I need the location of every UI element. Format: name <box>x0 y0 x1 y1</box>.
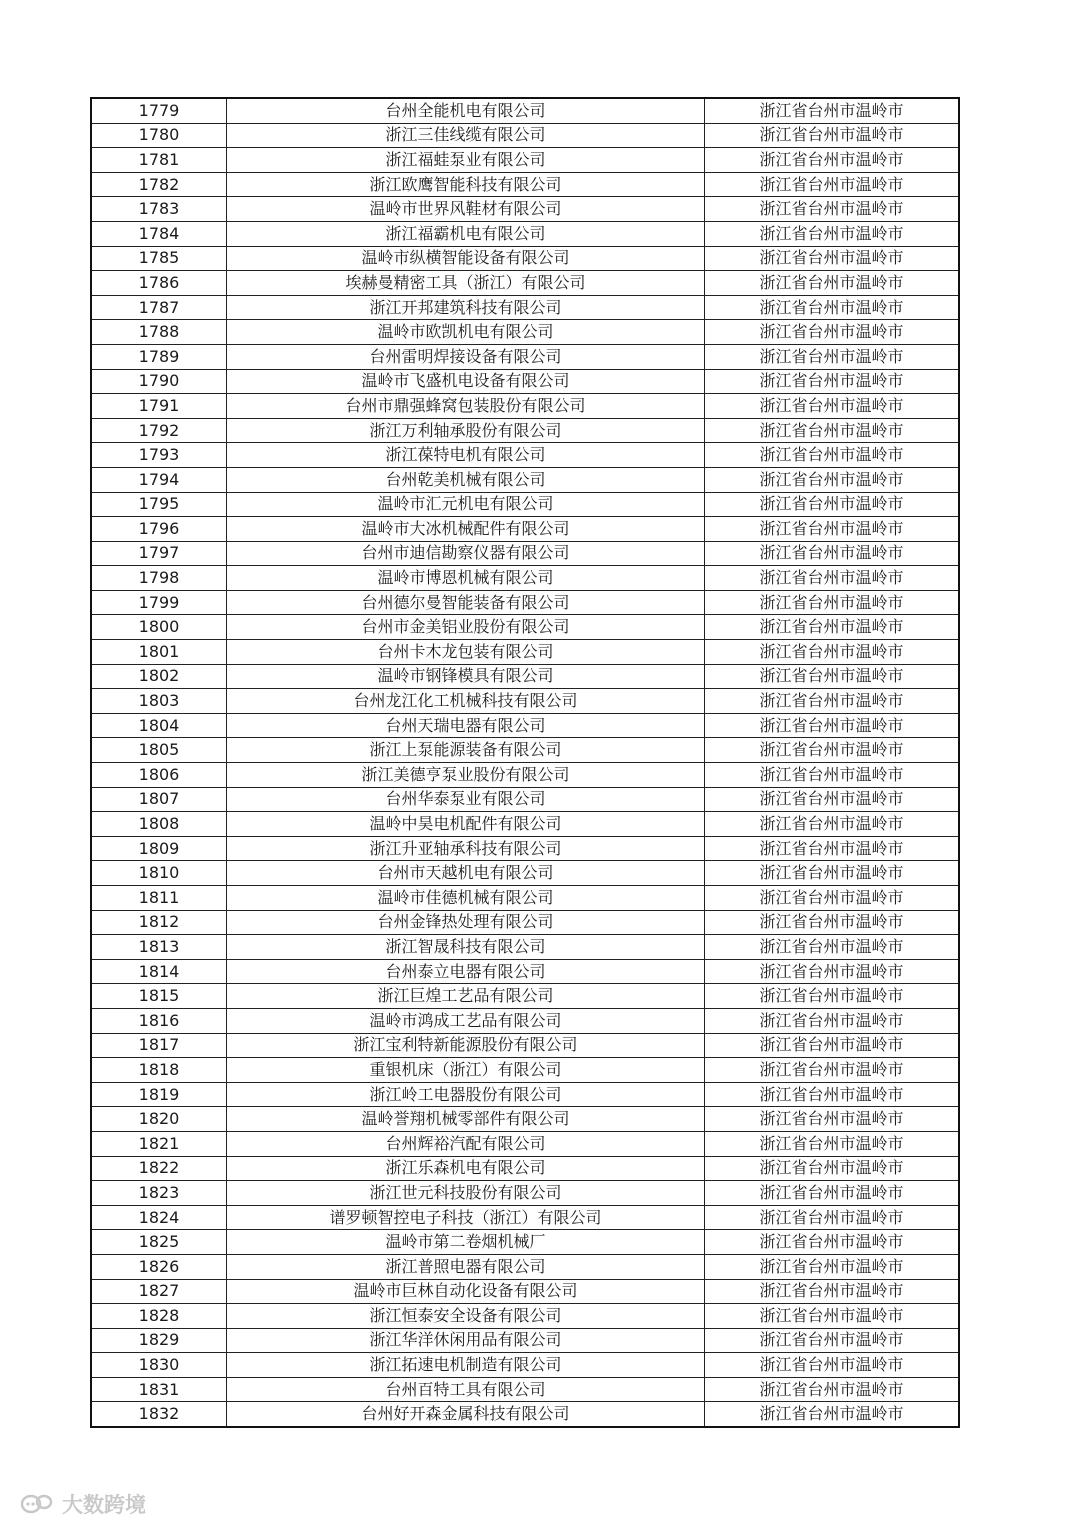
row-number-cell: 1782 <box>91 172 227 197</box>
row-number-cell: 1824 <box>91 1205 227 1230</box>
table-row <box>91 566 959 591</box>
company-name-cell: 浙江升亚轴承科技有限公司 <box>227 836 705 861</box>
table-row <box>91 221 959 246</box>
row-number-cell: 1808 <box>91 812 227 837</box>
region-cell: 浙江省台州市温岭市 <box>705 1181 960 1206</box>
company-name-cell: 浙江万利轴承股份有限公司 <box>227 418 705 443</box>
company-name-cell: 台州市天越机电有限公司 <box>227 861 705 886</box>
row-number-cell: 1809 <box>91 836 227 861</box>
region-cell: 浙江省台州市温岭市 <box>705 172 960 197</box>
company-name-cell: 浙江拓速电机制造有限公司 <box>227 1353 705 1378</box>
company-name-cell: 台州市迪信勘察仪器有限公司 <box>227 541 705 566</box>
region-cell: 浙江省台州市温岭市 <box>705 590 960 615</box>
company-name-cell: 台州泰立电器有限公司 <box>227 959 705 984</box>
row-number-cell: 1781 <box>91 148 227 173</box>
region-cell: 浙江省台州市温岭市 <box>705 541 960 566</box>
table-row <box>91 517 959 542</box>
table-row <box>91 689 959 714</box>
table-row <box>91 394 959 419</box>
region-cell: 浙江省台州市温岭市 <box>705 492 960 517</box>
region-cell: 浙江省台州市温岭市 <box>705 1156 960 1181</box>
table-row <box>91 763 959 788</box>
row-number-cell: 1794 <box>91 467 227 492</box>
company-name-cell: 温岭市欧凯机电有限公司 <box>227 320 705 345</box>
table-row <box>91 812 959 837</box>
row-number-cell: 1789 <box>91 344 227 369</box>
row-number-cell: 1795 <box>91 492 227 517</box>
table-row <box>91 959 959 984</box>
table-row <box>91 418 959 443</box>
table-row <box>91 640 959 665</box>
table-row <box>91 1279 959 1304</box>
region-cell: 浙江省台州市温岭市 <box>705 123 960 148</box>
region-cell: 浙江省台州市温岭市 <box>705 1033 960 1058</box>
region-cell: 浙江省台州市温岭市 <box>705 467 960 492</box>
region-cell: 浙江省台州市温岭市 <box>705 197 960 222</box>
region-cell: 浙江省台州市温岭市 <box>705 861 960 886</box>
region-cell: 浙江省台州市温岭市 <box>705 664 960 689</box>
table-row <box>91 1107 959 1132</box>
table-row <box>91 541 959 566</box>
row-number-cell: 1822 <box>91 1156 227 1181</box>
table-row <box>91 1082 959 1107</box>
row-number-cell: 1803 <box>91 689 227 714</box>
row-number-cell: 1787 <box>91 295 227 320</box>
row-number-cell: 1820 <box>91 1107 227 1132</box>
region-cell: 浙江省台州市温岭市 <box>705 984 960 1009</box>
table-row <box>91 910 959 935</box>
table-row <box>91 590 959 615</box>
region-cell: 浙江省台州市温岭市 <box>705 418 960 443</box>
region-cell: 浙江省台州市温岭市 <box>705 1279 960 1304</box>
region-cell: 浙江省台州市温岭市 <box>705 812 960 837</box>
row-number-cell: 1816 <box>91 1008 227 1033</box>
region-cell: 浙江省台州市温岭市 <box>705 246 960 271</box>
company-name-cell: 重银机床（浙江）有限公司 <box>227 1058 705 1083</box>
company-name-cell: 浙江恒泰安全设备有限公司 <box>227 1304 705 1329</box>
company-name-cell: 浙江宝利特新能源股份有限公司 <box>227 1033 705 1058</box>
table-row <box>91 1058 959 1083</box>
table-row <box>91 467 959 492</box>
region-cell: 浙江省台州市温岭市 <box>705 394 960 419</box>
region-cell: 浙江省台州市温岭市 <box>705 787 960 812</box>
table-row <box>91 984 959 1009</box>
table-row <box>91 148 959 173</box>
table-row <box>91 836 959 861</box>
company-name-cell: 台州全能机电有限公司 <box>227 98 705 123</box>
company-name-cell: 台州市鼎强蜂窝包装股份有限公司 <box>227 394 705 419</box>
company-name-cell: 浙江葆特电机有限公司 <box>227 443 705 468</box>
row-number-cell: 1785 <box>91 246 227 271</box>
row-number-cell: 1817 <box>91 1033 227 1058</box>
region-cell: 浙江省台州市温岭市 <box>705 959 960 984</box>
company-name-cell: 台州市金美铝业股份有限公司 <box>227 615 705 640</box>
company-name-cell: 台州辉裕汽配有限公司 <box>227 1131 705 1156</box>
row-number-cell: 1793 <box>91 443 227 468</box>
region-cell: 浙江省台州市温岭市 <box>705 1328 960 1353</box>
region-cell: 浙江省台州市温岭市 <box>705 98 960 123</box>
region-cell: 浙江省台州市温岭市 <box>705 615 960 640</box>
table-row <box>91 172 959 197</box>
watermark <box>20 1489 146 1519</box>
row-number-cell: 1827 <box>91 1279 227 1304</box>
row-number-cell: 1806 <box>91 763 227 788</box>
row-number-cell: 1828 <box>91 1304 227 1329</box>
table-row <box>91 1230 959 1255</box>
row-number-cell: 1796 <box>91 517 227 542</box>
table-row <box>91 664 959 689</box>
table-row <box>91 271 959 296</box>
table-row <box>91 1377 959 1402</box>
company-name-cell: 台州华泰泵业有限公司 <box>227 787 705 812</box>
region-cell: 浙江省台州市温岭市 <box>705 1008 960 1033</box>
region-cell: 浙江省台州市温岭市 <box>705 369 960 394</box>
region-cell: 浙江省台州市温岭市 <box>705 763 960 788</box>
row-number-cell: 1819 <box>91 1082 227 1107</box>
company-name-cell: 浙江欧鹰智能科技有限公司 <box>227 172 705 197</box>
region-cell: 浙江省台州市温岭市 <box>705 271 960 296</box>
row-number-cell: 1830 <box>91 1353 227 1378</box>
company-name-cell: 浙江开邦建筑科技有限公司 <box>227 295 705 320</box>
row-number-cell: 1792 <box>91 418 227 443</box>
region-cell: 浙江省台州市温岭市 <box>705 1205 960 1230</box>
row-number-cell: 1826 <box>91 1254 227 1279</box>
table-row <box>91 246 959 271</box>
region-cell: 浙江省台州市温岭市 <box>705 836 960 861</box>
table-row <box>91 615 959 640</box>
company-name-cell: 温岭市大冰机械配件有限公司 <box>227 517 705 542</box>
region-cell: 浙江省台州市温岭市 <box>705 517 960 542</box>
watermark-text: 大数跨境 <box>62 1493 146 1517</box>
table-row <box>91 443 959 468</box>
company-name-cell: 浙江巨煌工艺品有限公司 <box>227 984 705 1009</box>
company-name-cell: 温岭市纵横智能设备有限公司 <box>227 246 705 271</box>
company-name-cell: 温岭市飞盛机电设备有限公司 <box>227 369 705 394</box>
company-name-cell: 埃赫曼精密工具（浙江）有限公司 <box>227 271 705 296</box>
company-name-cell: 温岭市巨林自动化设备有限公司 <box>227 1279 705 1304</box>
company-name-cell: 台州天瑞电器有限公司 <box>227 713 705 738</box>
region-cell: 浙江省台州市温岭市 <box>705 221 960 246</box>
region-cell: 浙江省台州市温岭市 <box>705 1377 960 1402</box>
row-number-cell: 1804 <box>91 713 227 738</box>
region-cell: 浙江省台州市温岭市 <box>705 713 960 738</box>
table-row <box>91 738 959 763</box>
row-number-cell: 1805 <box>91 738 227 763</box>
region-cell: 浙江省台州市温岭市 <box>705 1131 960 1156</box>
company-name-cell: 浙江华洋休闲用品有限公司 <box>227 1328 705 1353</box>
company-name-cell: 浙江福蛙泵业有限公司 <box>227 148 705 173</box>
table-row <box>91 1328 959 1353</box>
table-row <box>91 886 959 911</box>
company-name-cell: 浙江智晟科技有限公司 <box>227 935 705 960</box>
region-cell: 浙江省台州市温岭市 <box>705 1304 960 1329</box>
company-name-cell: 台州百特工具有限公司 <box>227 1377 705 1402</box>
row-number-cell: 1813 <box>91 935 227 960</box>
region-cell: 浙江省台州市温岭市 <box>705 566 960 591</box>
row-number-cell: 1815 <box>91 984 227 1009</box>
row-number-cell: 1779 <box>91 98 227 123</box>
row-number-cell: 1791 <box>91 394 227 419</box>
company-name-cell: 台州金锋热处理有限公司 <box>227 910 705 935</box>
row-number-cell: 1829 <box>91 1328 227 1353</box>
company-table-container <box>90 97 956 1428</box>
table-row <box>91 1254 959 1279</box>
row-number-cell: 1802 <box>91 664 227 689</box>
row-number-cell: 1810 <box>91 861 227 886</box>
table-row <box>91 713 959 738</box>
region-cell: 浙江省台州市温岭市 <box>705 295 960 320</box>
row-number-cell: 1814 <box>91 959 227 984</box>
company-name-cell: 温岭市世界风鞋材有限公司 <box>227 197 705 222</box>
table-row <box>91 935 959 960</box>
company-name-cell: 谱罗顿智控电子科技（浙江）有限公司 <box>227 1205 705 1230</box>
table-row <box>91 344 959 369</box>
company-name-cell: 台州德尔曼智能装备有限公司 <box>227 590 705 615</box>
table-row <box>91 1205 959 1230</box>
region-cell: 浙江省台州市温岭市 <box>705 1353 960 1378</box>
region-cell: 浙江省台州市温岭市 <box>705 320 960 345</box>
row-number-cell: 1801 <box>91 640 227 665</box>
row-number-cell: 1821 <box>91 1131 227 1156</box>
table-row <box>91 123 959 148</box>
row-number-cell: 1800 <box>91 615 227 640</box>
company-name-cell: 浙江普照电器有限公司 <box>227 1254 705 1279</box>
company-name-cell: 浙江乐森机电有限公司 <box>227 1156 705 1181</box>
company-name-cell: 台州雷明焊接设备有限公司 <box>227 344 705 369</box>
region-cell: 浙江省台州市温岭市 <box>705 640 960 665</box>
company-name-cell: 台州乾美机械有限公司 <box>227 467 705 492</box>
table-row <box>91 1181 959 1206</box>
row-number-cell: 1832 <box>91 1402 227 1427</box>
row-number-cell: 1823 <box>91 1181 227 1206</box>
row-number-cell: 1798 <box>91 566 227 591</box>
table-row <box>91 1353 959 1378</box>
row-number-cell: 1812 <box>91 910 227 935</box>
table-row <box>91 1304 959 1329</box>
company-name-cell: 浙江世元科技股份有限公司 <box>227 1181 705 1206</box>
company-name-cell: 温岭誉翔机械零部件有限公司 <box>227 1107 705 1132</box>
table-row <box>91 1008 959 1033</box>
row-number-cell: 1818 <box>91 1058 227 1083</box>
region-cell: 浙江省台州市温岭市 <box>705 1107 960 1132</box>
row-number-cell: 1786 <box>91 271 227 296</box>
row-number-cell: 1783 <box>91 197 227 222</box>
table-row <box>91 320 959 345</box>
company-name-cell: 浙江上泵能源装备有限公司 <box>227 738 705 763</box>
table-row <box>91 861 959 886</box>
company-name-cell: 温岭市钢锋模具有限公司 <box>227 664 705 689</box>
region-cell: 浙江省台州市温岭市 <box>705 1254 960 1279</box>
table-row <box>91 1033 959 1058</box>
row-number-cell: 1825 <box>91 1230 227 1255</box>
company-name-cell: 温岭市汇元机电有限公司 <box>227 492 705 517</box>
region-cell: 浙江省台州市温岭市 <box>705 148 960 173</box>
region-cell: 浙江省台州市温岭市 <box>705 1058 960 1083</box>
company-name-cell: 浙江美德亨泵业股份有限公司 <box>227 763 705 788</box>
table-row <box>91 98 959 123</box>
row-number-cell: 1790 <box>91 369 227 394</box>
company-name-cell: 浙江三佳线缆有限公司 <box>227 123 705 148</box>
company-name-cell: 温岭市鸿成工艺品有限公司 <box>227 1008 705 1033</box>
company-table <box>90 97 960 1428</box>
table-row <box>91 492 959 517</box>
table-row <box>91 787 959 812</box>
company-name-cell: 温岭市第二卷烟机械厂 <box>227 1230 705 1255</box>
region-cell: 浙江省台州市温岭市 <box>705 1402 960 1427</box>
region-cell: 浙江省台州市温岭市 <box>705 738 960 763</box>
row-number-cell: 1797 <box>91 541 227 566</box>
table-row <box>91 197 959 222</box>
region-cell: 浙江省台州市温岭市 <box>705 910 960 935</box>
region-cell: 浙江省台州市温岭市 <box>705 344 960 369</box>
table-row <box>91 369 959 394</box>
company-name-cell: 浙江福霸机电有限公司 <box>227 221 705 246</box>
table-row <box>91 295 959 320</box>
row-number-cell: 1784 <box>91 221 227 246</box>
company-name-cell: 台州好开森金属科技有限公司 <box>227 1402 705 1427</box>
row-number-cell: 1831 <box>91 1377 227 1402</box>
table-row <box>91 1156 959 1181</box>
row-number-cell: 1811 <box>91 886 227 911</box>
table-row <box>91 1131 959 1156</box>
company-name-cell: 温岭市佳德机械有限公司 <box>227 886 705 911</box>
region-cell: 浙江省台州市温岭市 <box>705 1230 960 1255</box>
row-number-cell: 1807 <box>91 787 227 812</box>
row-number-cell: 1799 <box>91 590 227 615</box>
region-cell: 浙江省台州市温岭市 <box>705 935 960 960</box>
region-cell: 浙江省台州市温岭市 <box>705 1082 960 1107</box>
company-name-cell: 台州卡木龙包装有限公司 <box>227 640 705 665</box>
row-number-cell: 1788 <box>91 320 227 345</box>
region-cell: 浙江省台州市温岭市 <box>705 886 960 911</box>
bubble-logo-icon <box>20 1493 54 1515</box>
region-cell: 浙江省台州市温岭市 <box>705 443 960 468</box>
company-name-cell: 浙江岭工电器股份有限公司 <box>227 1082 705 1107</box>
region-cell: 浙江省台州市温岭市 <box>705 689 960 714</box>
company-name-cell: 温岭中昊电机配件有限公司 <box>227 812 705 837</box>
table-row <box>91 1402 959 1427</box>
company-name-cell: 温岭市博恩机械有限公司 <box>227 566 705 591</box>
row-number-cell: 1780 <box>91 123 227 148</box>
company-name-cell: 台州龙江化工机械科技有限公司 <box>227 689 705 714</box>
company-table-body <box>91 98 959 1427</box>
